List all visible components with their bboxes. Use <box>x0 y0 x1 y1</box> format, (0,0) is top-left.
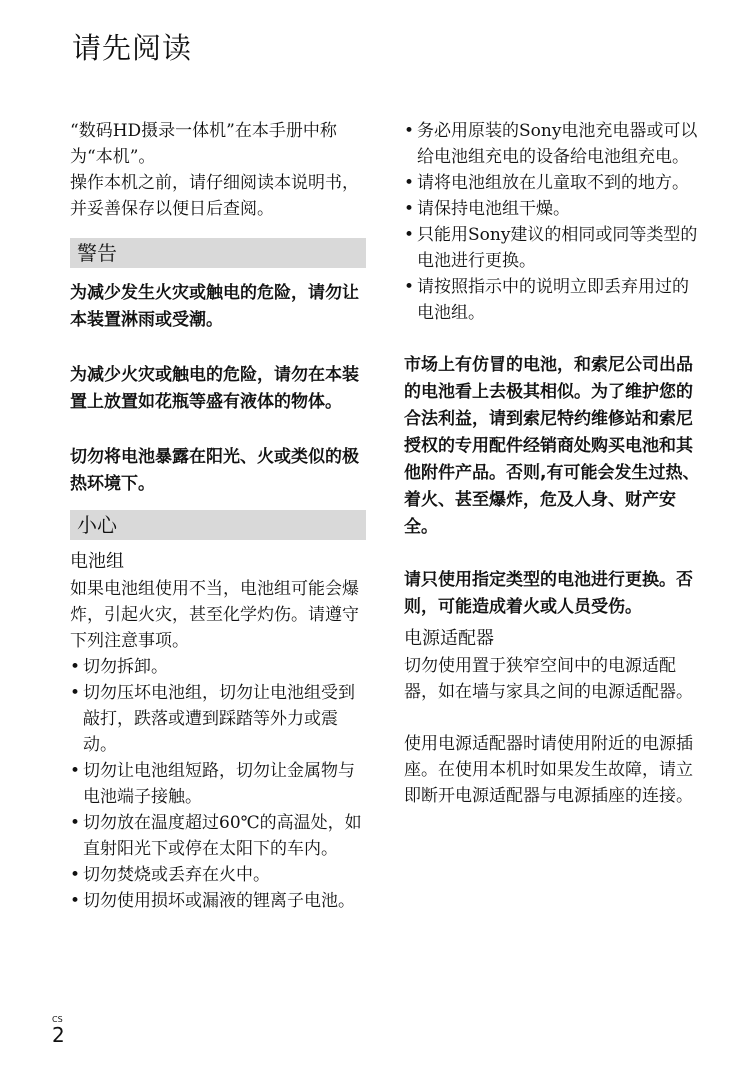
battery-intro: 如果电池组使用不当，电池组可能会爆炸，引起火灾，甚至化学灼伤。请遵守下列注意事项。 <box>70 579 359 651</box>
warning-text: 为减少火灾或触电的危险，请勿在本装置上放置如花瓶等盛有液体的物体。 <box>70 365 359 412</box>
intro-paragraph: 操作本机之前，请仔细阅读本说明书，并妥善保存以便日后查阅。 <box>70 173 359 219</box>
list-item: • 切勿焚烧或丢弃在火中。 <box>70 862 366 888</box>
specified-battery-notice: 请只使用指定类型的电池进行更换。否则，可能造成着火或人员受伤。 <box>404 570 693 617</box>
intro-paragraph: “数码HD摄录一体机”在本手册中称为“本机”。 <box>70 121 337 167</box>
list-item: • 切勿让电池组短路，切勿让金属物与电池端子接触。 <box>70 758 366 810</box>
adapter-paragraph: 使用电源适配器时请使用附近的电源插座。在使用本机时如果发生故障，请立即断开电源适配器与电源插座的连接。 <box>404 734 693 806</box>
warning-text: 切勿将电池暴露在阳光、火或类似的极热环境下。 <box>70 447 359 494</box>
list-item: • 切勿使用损坏或漏液的锂离子电池。 <box>70 888 366 914</box>
adapter-heading: 电源适配器 <box>404 628 494 649</box>
page-title: 请先阅读 <box>72 31 193 65</box>
page-number <box>52 1015 65 1046</box>
battery-heading: 电池组 <box>70 551 124 572</box>
warning-heading: 警告 <box>70 238 366 268</box>
adapter-paragraph: 切勿使用置于狭窄空间中的电源适配器，如在墙与家具之间的电源适配器。 <box>404 656 693 702</box>
battery-precautions-list <box>70 654 366 914</box>
list-item: • 请保持电池组干燥。 <box>404 196 704 222</box>
warning-text: 为减少发生火灾或触电的危险，请勿让本装置淋雨或受潮。 <box>70 283 359 330</box>
right-column <box>404 118 704 809</box>
language-code: CS <box>52 1015 63 1024</box>
list-item: • 请按照指示中的说明立即丢弃用过的电池组。 <box>404 274 704 326</box>
page-number-value: 2 <box>52 1023 65 1047</box>
list-item: • 切勿放在温度超过60℃的高温处，如直射阳光下或停在太阳下的车内。 <box>70 810 366 862</box>
list-item: • 切勿压坏电池组，切勿让电池组受到敲打，跌落或遭到踩踏等外力或震动。 <box>70 680 366 758</box>
list-item: • 切勿拆卸。 <box>70 654 366 680</box>
list-item: • 务必用原装的Sony电池充电器或可以给电池组充电的设备给电池组充电。 <box>404 118 704 170</box>
list-item: • 只能用Sony建议的相同或同等类型的电池进行更换。 <box>404 222 704 274</box>
counterfeit-notice: 市场上有仿冒的电池，和索尼公司出品的电池看上去极其相似。为了维护您的合法利益，请到索尼特约维修站和索尼授权的专用配件经销商处购买电池和其他附件产品。否则,有可能会发生过热、着火、甚至爆炸，危及人身、财产安全。 <box>404 355 700 537</box>
left-column <box>70 118 366 914</box>
battery-precautions-list <box>404 118 704 326</box>
list-item: • 请将电池组放在儿童取不到的地方。 <box>404 170 704 196</box>
caution-heading: 小心 <box>70 510 366 540</box>
